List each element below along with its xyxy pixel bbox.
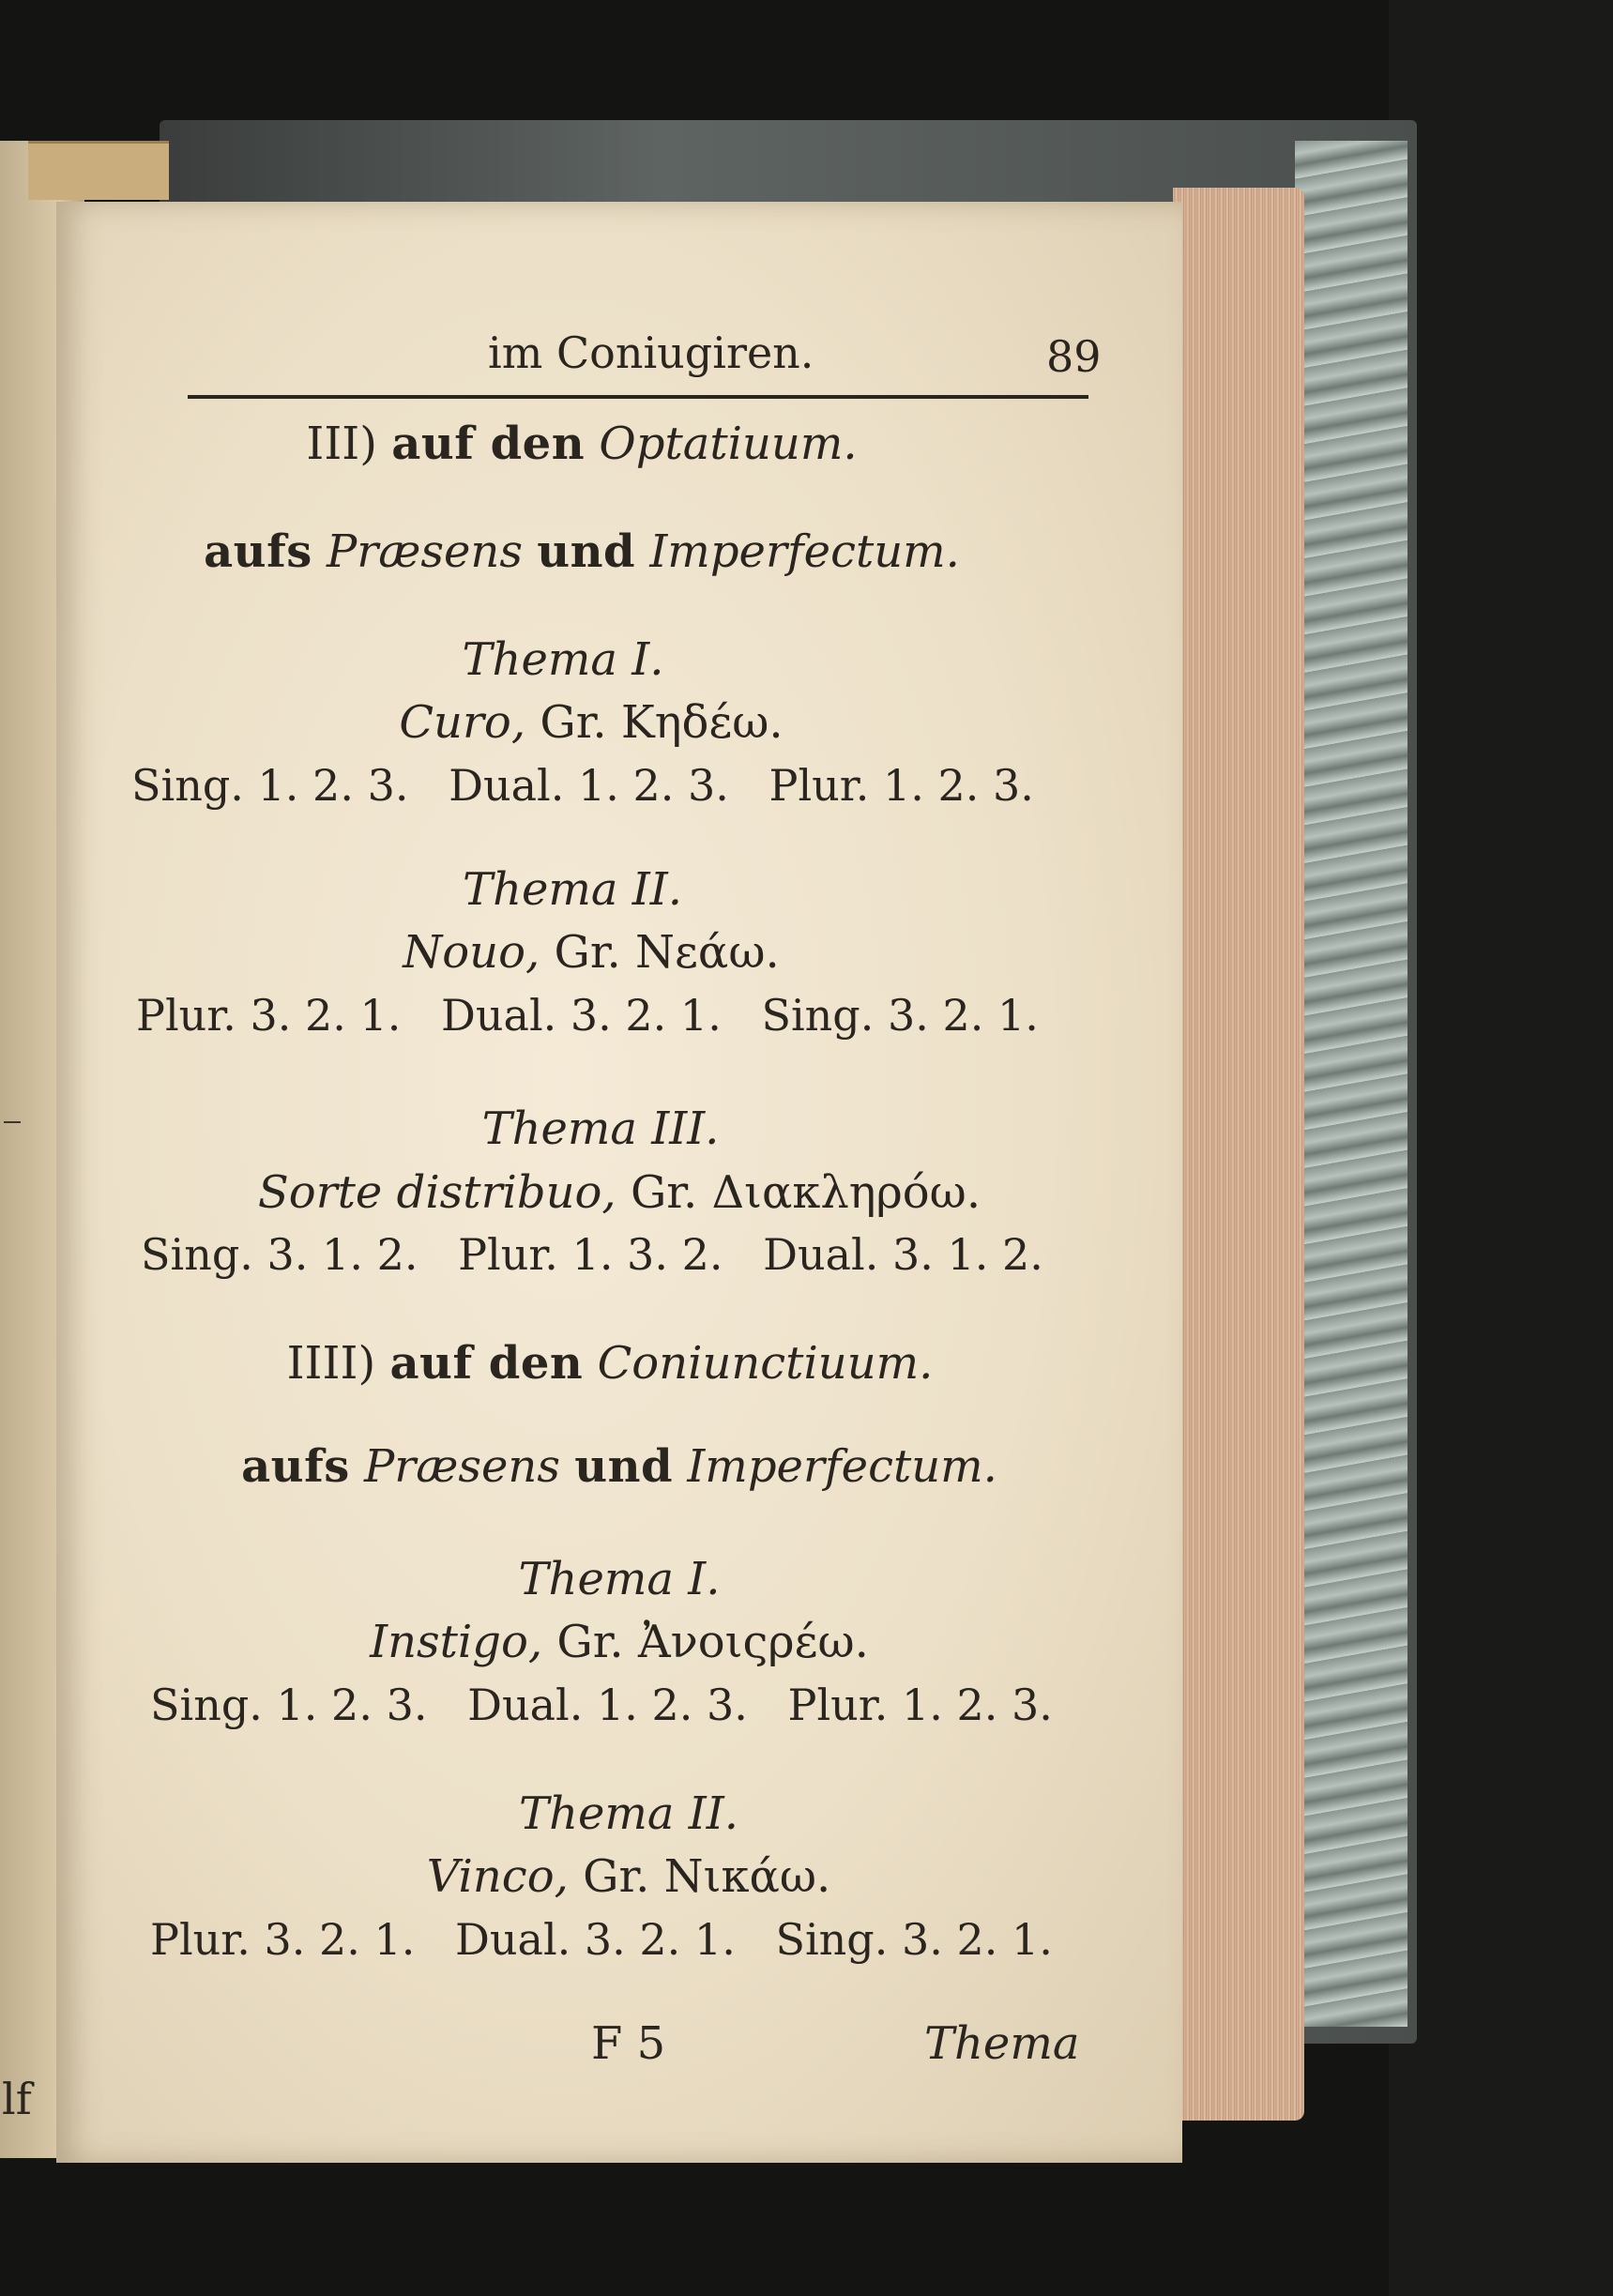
page-block-edge <box>1173 188 1304 2121</box>
heading-term: Optatiuum. <box>599 418 858 470</box>
catchword: Thema <box>924 2017 1080 2070</box>
form-group: Plur. 1. 2. 3. <box>787 1680 1053 1730</box>
form-group: Dual. 1. 2. 3. <box>449 760 729 811</box>
form-group: Dual. 1. 2. 3. <box>467 1680 748 1730</box>
heading-numeral: IIII) <box>286 1337 376 1390</box>
verb-latin: Instigo, <box>370 1616 543 1668</box>
verb-greek: Gr. Κηδέω. <box>540 696 784 749</box>
form-group: Plur. 1. 2. 3. <box>768 760 1034 811</box>
verb-greek: Gr. Νικάω. <box>583 1850 831 1903</box>
theme-verb <box>28 926 1154 979</box>
signature-mark: F 5 <box>591 2017 666 2070</box>
subheading-conjunctive <box>56 1440 1182 1493</box>
subheading-term-2: Imperfectum. <box>649 525 960 578</box>
dark-backdrop <box>1389 0 1613 2296</box>
verb-latin: Sorte distribuo, <box>257 1166 616 1219</box>
marbled-cover-edge <box>1295 141 1408 2027</box>
verb-greek: Gr. Διακληρόω. <box>630 1166 981 1219</box>
subheading-mid: und <box>537 525 636 578</box>
subheading-term-1: Præsens <box>364 1440 560 1493</box>
verb-latin: Nouo, <box>403 926 540 979</box>
form-group: Plur. 1. 3. 2. <box>458 1229 723 1280</box>
subheading-mid: und <box>574 1440 674 1493</box>
verb-latin: Curo, <box>399 696 526 749</box>
theme-forms <box>150 1914 1079 1965</box>
running-head <box>188 314 1102 399</box>
form-group: Sing. 1. 2. 3. <box>131 760 409 811</box>
theme-label: Thema I. <box>462 633 664 686</box>
heading-numeral: III) <box>306 418 377 470</box>
section-heading-optative <box>19 418 1145 470</box>
theme-forms <box>131 760 1060 811</box>
subheading-optative <box>19 525 1145 578</box>
theme-forms <box>141 1229 1070 1280</box>
spine-top-edge <box>28 141 169 200</box>
theme-verb <box>56 1616 1182 1668</box>
theme-label: Thema I. <box>518 1553 721 1605</box>
theme-verb <box>28 696 1154 749</box>
form-group: Sing. 3. 2. 1. <box>775 1914 1053 1965</box>
head-rule <box>188 395 1088 399</box>
page-number: 89 <box>1046 331 1102 382</box>
theme-forms <box>150 1680 1079 1730</box>
theme-verb <box>66 1850 1192 1903</box>
form-group: Dual. 3. 1. 2. <box>763 1229 1043 1280</box>
form-group: Sing. 3. 1. 2. <box>141 1229 418 1280</box>
heading-term: Coniunctiuum. <box>597 1337 934 1390</box>
verb-greek: Gr. Νεάω. <box>554 926 780 979</box>
form-group: Plur. 3. 2. 1. <box>150 1914 416 1965</box>
heading-words: auf den <box>391 418 586 470</box>
theme-label: Thema III. <box>481 1102 720 1155</box>
theme-forms <box>136 990 1065 1041</box>
theme-label: Thema II. <box>463 863 682 916</box>
subheading-term-1: Præsens <box>327 525 523 578</box>
theme-verb <box>56 1166 1182 1219</box>
running-head-title: im Coniugiren. <box>488 327 814 378</box>
form-group: Sing. 1. 2. 3. <box>150 1680 428 1730</box>
book-page <box>56 202 1182 2163</box>
facing-page-letters: lf <box>2 2074 32 2124</box>
form-group: Sing. 3. 2. 1. <box>761 990 1039 1041</box>
verb-greek: Gr. Ἀνοιςρέω. <box>556 1616 869 1668</box>
form-group: Dual. 3. 2. 1. <box>441 990 722 1041</box>
verb-latin: Vinco, <box>426 1850 569 1903</box>
form-group: Plur. 3. 2. 1. <box>136 990 402 1041</box>
heading-words: auf den <box>389 1337 584 1390</box>
theme-label: Thema II. <box>519 1787 738 1840</box>
subheading-pre: aufs <box>204 525 312 578</box>
form-group: Dual. 3. 2. 1. <box>455 1914 736 1965</box>
subheading-pre: aufs <box>241 1440 350 1493</box>
edge-dash <box>4 1121 21 1123</box>
section-heading-conjunctive <box>47 1337 1173 1390</box>
subheading-term-2: Imperfectum. <box>687 1440 997 1493</box>
